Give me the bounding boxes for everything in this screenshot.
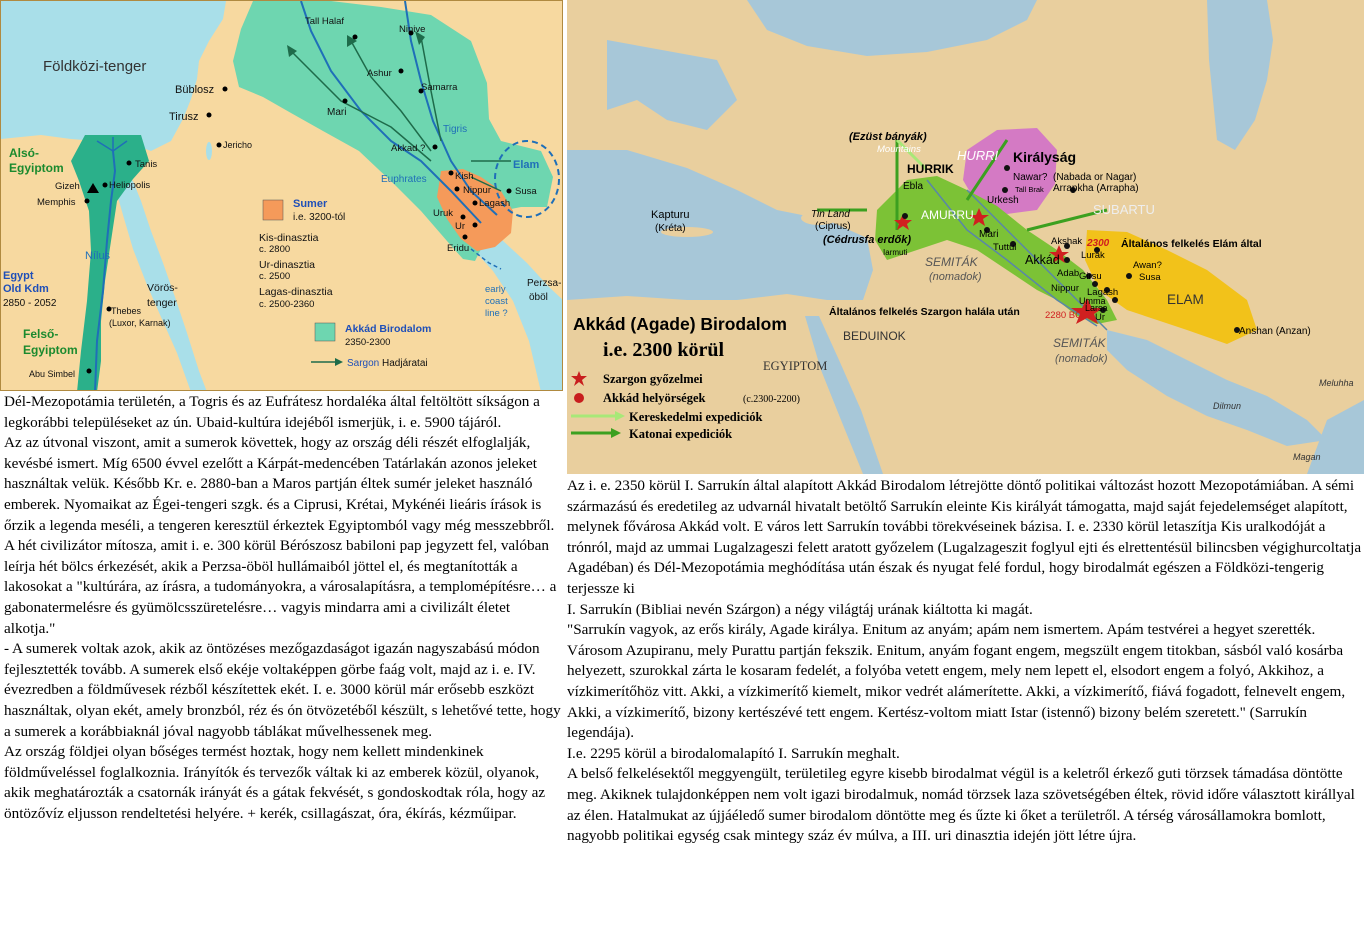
red-sea-label-2: tenger [147,297,177,309]
place-susa: Susa [515,186,537,197]
place-thebes: Thebes [111,306,142,316]
place-nippur: Nippur [463,185,491,196]
lower-egypt-label-1: Alsó- [9,146,39,160]
map-subtitle: i.e. 2300 körül [603,339,725,361]
legend-kis: Kis-dinasztia [259,232,319,244]
label-hurrik: HURRIK [907,162,954,176]
label-urkesh: Urkesh [987,195,1019,206]
label-kapturu: Kapturu [651,209,690,221]
map1-legend [259,198,431,369]
label-semitak-2: SEMITÁK [1053,336,1106,350]
sea-label: Földközi-tenger [43,58,147,75]
coast-label-2: coast [485,296,508,307]
persian-gulf-label-2: öböl [529,292,548,303]
legend-sumer-date: i.e. 3200-tól [293,212,346,223]
legend-victories: Szargon győzelmei [603,372,703,386]
persian-gulf-label-1: Perzsa- [527,278,562,289]
place-ur: Ur [455,221,466,232]
place-uruk: Uruk [433,208,454,219]
persian-gulf [1107,330,1327,446]
place-jericho: Jericho [223,140,253,150]
upper-egypt-label-1: Felső- [23,327,59,341]
egypt-area [71,135,149,391]
legend-ur: Ur-dinasztia [259,259,316,271]
place-heliopolis: Heliopolis [109,180,151,191]
place-ninive: Ninive [399,24,426,35]
label-ebla: Ebla [903,181,924,192]
paragraph: "Sarrukín vagyok, az erős király, Agade királya. Enitum az anyám; apám nem ismertem. Apám testvérei a hegyet szerették. Városom Azupiranu, mely Purattu partján fekszik. Enitum, anyám fogant engem, megszült engem titokban, sásból való kosárba helyezett, szurokkal zárta le kosaram fedelét, a folyóba vetett engem, mely nem lepett el, elsodort engem a folyó, Akkihoz, a vízkimerítőhöz vitt. Akki, a vízkimerítő kiemelt, mikor vedrét alámerítette. Akki, a vízkimerítő, fiává fogadott, felnevelt engem, Akki, a vízkimerítő, bizony kertészévé tett engem. Kertész-voltom miatt Istar (istennő) bizony belém szeretett." (Sarrukín legendája). [567,621,1346,742]
egypt-label-3: 2850 - 2052 [3,298,57,309]
coast-label-3: line ? [485,308,508,319]
akkad-map-graphic [567,0,1364,474]
mediterranean-sea [1,1,226,151]
sumer-text [4,392,564,824]
label-akkad: Akkád [1025,253,1060,267]
label-awan: Awan? [1133,260,1162,271]
paragraph: Az az útvonal viszont, amit a sumerok követtek, hogy az ország déli részét elfoglalják, kevésbé ismert. Míg 6500 évvel ezelőtt a Kárpát-medencében Tatárlakán azonos jeleket használtak velük. Később Kr. e. 2880-ban a Maros partján éltek sumér jeleket használó emberek. Nyomaikat az Égei-tengeri szgk. és a Ciprusi, Krétai, Mykénéi lieáris írások is őrzik a legenda meséli, a tengeren keresztül érkeztek Egyiptomból vagy még messzebbről. [4,434,555,534]
sumer-map-graphic [1,1,563,391]
legend-garrisons: Akkád helyörségek [603,391,706,405]
paragraph: I. Sarrukín (Bibliai nevén Szárgon) a négy világtáj urának kiáltotta ki magát. [567,600,1033,618]
label-lurak: Lurak [1081,250,1105,261]
red-sea-label-1: Vörös- [147,282,178,294]
label-meluhha: Meluhha [1319,378,1354,388]
legend-lagas: Lagas-dinasztia [259,286,333,298]
place-abu-simbel: Abu Simbel [29,369,76,379]
legend-ur-date: c. 2500 [259,271,291,282]
paragraph: - A sumerek voltak azok, akik az öntözéses mezőgazdaságot igazán nagyszabású módon fejlesztették tovább. A sumerek első ekéje voltaképpen görbe faág volt, majd az i. e. IV. évezredben a földművesek rézből készítettek ekét. I. e. 3000 körül már erősebb eszközt használtak, olyan ekét, amely bronzból, réz és ón ötvözetéből készült, s lehetővé tette, hogy a sumerek a korábbiaknál jóval nagyobb táblákat művelhessenek meg. [4,640,561,740]
place-kish: Kish [455,171,474,182]
label-egyiptom: EGYIPTOM [763,359,828,373]
place-tall-halaf: Tall Halaf [305,16,345,27]
black-sea [747,0,1037,56]
akkad-text [567,476,1364,847]
label-beduinok: BEDUINOK [843,329,906,343]
label-arrapkha: Arrapkha (Arrapha) [1053,183,1139,194]
label-ciprus: (Ciprus) [815,221,851,232]
label-tin-land: Tin Land [811,209,850,220]
label-magan: Magan [1293,452,1321,462]
label-ur: Ur [1095,312,1106,323]
paragraph: A belső felkelésektől meggyengült, területileg egyre kisebb birodalmat végül is a keletről érkező guti törzsek támadása döntötte meg. Akiknek tulajdonképpen nem volt igazi birodalmuk, nomád törzsek laza szövetségében éltek, rövid időre választott királlyal az élen. Hatalmukat az újjáéledő sumer birodalom döntötte meg és űzte ki őket a területről. A térség városállamokra bomlott, nagyobb politikai egység csak mintegy száz év múlva, a III. uri dinasztia idején jött létre újra. [567,765,1355,845]
legend-akkad-title: Akkád Birodalom [345,323,432,335]
lower-egypt-label-2: Egyiptom [9,161,64,175]
place-mari: Mari [327,107,347,118]
paragraph: Az i. e. 2350 körül I. Sarrukín által alapított Akkád Birodalom létrejötte döntő politikai változást hozott Mezopotámiában. A sémi származású és eredetileg az udvarnál hivatalt betöltő Sarrukín eleinte Kis királyát támogatta, majd saját fejedelemséget alapított, melynek fővárosa Akkád volt. E város lett Sarrukín további törekvéseinek bázisa. I. e. 2330 körül letaszítja Kis uralkodóját a trónról, majd az ummai Lugalzageszi felett aratott győzelem (Lugalzageszit foglyul ejti és elrettentésül bilincsben végighurcoltatja Agadéban) és Dél-Mezopotámia meghódítása után észak és nyugat felé fordul, hogy birodalmát egészen a Földközi-tengerig terjessze ki [567,477,1362,597]
map-title: Akkád (Agade) Birodalom [573,314,787,334]
label-dilmun: Dilmun [1213,401,1242,411]
region-elam: Elam [513,159,540,171]
label-larsa: Larsa [1085,303,1108,313]
legend-sargon: Sargon Hadjáratai [347,358,428,369]
egypt-label-2: Old Kdm [3,283,49,295]
place-gizeh: Gizeh [55,181,80,192]
label-mountains: Mountains [877,144,921,155]
place-tirusz: Tirusz [169,111,199,123]
paragraph: Az ország földjei olyan bőséges termést hoztak, hogy nem kellett mindenkinek földműveléssel foglalkoznia. Irányítók és tervezők váltak ki az emberek közül, olyanok, akik meghatározták a csatornák irányát és a gátak fekvését, s gondoskodtak róla, hogy az öntözővíz eljusson rendeltetési helyére. + kerék, csillagászat, óra, ékírás, kézműipar. [4,743,546,822]
label-akshak: Akshak [1051,236,1083,247]
coast-label-1: early [485,284,506,295]
legend-kis-date: c. 2800 [259,244,291,255]
label-semitak-1: SEMITÁK [925,255,978,269]
label-ezust: (Ezüst bányák) [849,131,927,143]
paragraph: I.e. 2295 körül a birodalomalapító I. Sarrukín meghalt. [567,744,900,762]
label-subartu: SUBARTU [1093,202,1155,217]
label-susa: Susa [1139,272,1161,283]
label-nomadok-2: (nomadok) [1055,353,1108,365]
label-felkeles-szargon: Általános felkelés Szargon halála után [829,306,1020,318]
egypt-label-1: Egypt [3,270,34,282]
label-kreta: (Kréta) [655,223,686,234]
label-year-2300: 2300 [1087,238,1110,249]
label-elam: ELAM [1167,292,1204,307]
label-year-2280: 2280 BC [1045,310,1082,321]
label-amurru: AMURRU [921,208,974,222]
place-bublosz: Büblosz [175,84,215,96]
place-akkad: Akkad ? [391,143,426,154]
place-tanis: Tanis [135,159,158,170]
label-nippur: Nippur [1051,283,1079,294]
label-girsu: Girsu [1079,271,1102,282]
label-felkeles-elam: Általános felkelés Elám által [1121,238,1262,250]
river-tigris: Tigris [443,124,468,135]
legend-sumer-title: Sumer [293,198,328,210]
upper-egypt-label-2: Egyiptom [23,343,78,357]
legend-lagas-date: c. 2500-2360 [259,299,315,310]
label-umma: Umma [1079,296,1106,306]
label-lagash: Lagash [1087,287,1119,298]
paragraph: Dél-Mezopotámia területén, a Togris és az Eufrátesz hordaléka által feltöltött síkságon a legkorábbi településeket az ún. Ubaid-kultúra idejéből ismerjük, i. e. 5900 tájáról. [4,393,540,431]
legend-military: Katonai expediciók [629,427,733,441]
akkad-map-legend [571,371,800,441]
caspian-sea [1207,0,1273,150]
label-kiralysag: Királyság [1013,149,1077,165]
label-nabada: (Nabada or Nagar) [1053,172,1137,183]
place-samarra: Samarra [421,82,458,93]
label-mari: Mari [979,229,999,240]
place-memphis: Memphis [37,197,76,208]
label-iarmuti: Iarmuti [883,248,908,257]
label-cedrus: (Cédrusfa erdők) [823,234,912,246]
label-hurri: HURRI [957,148,999,163]
label-adab: Adab [1057,268,1080,279]
river-euphrates: Euphrates [381,174,427,185]
legend-garrisons-date: (c.2300-2200) [743,394,800,405]
place-ashur: Ashur [367,68,392,79]
river-nilus: Nílus [85,250,111,262]
place-eridu: Eridu [447,243,470,254]
label-tall-brak: Tall Brak [1015,185,1044,194]
place-thebes-detail: (Luxor, Karnak) [109,318,171,328]
label-nawar: Nawar? [1013,172,1048,183]
sumer-map [0,0,563,391]
akkad-empire-map [567,0,1364,474]
legend-trade: Kereskedelmi expediciók [629,410,763,424]
label-anshan: Anshan (Anzan) [1239,326,1311,337]
legend-akkad-date: 2350-2300 [345,337,391,348]
paragraph: A hét civilizátor mítosza, amit i. e. 300 körül Bérószosz babiloni pap jegyzett fel, valóban leírja hét bölcs érkezését, akik a Perzsa-öböl hullámaiból jöttel el, és megtanították a lakosokat a "kultúrára, az írásra, a tudományokra, a városalapításra, a templomépítésre… a gabonatermelésre és gyümölcsszüretelésre… vagyis mindarra ami a civilizált életet alkotja." [4,537,557,637]
label-tuttul: Tuttul [993,242,1017,253]
place-lagash: Lagash [479,198,511,209]
label-nomadok-1: (nomadok) [929,271,982,283]
